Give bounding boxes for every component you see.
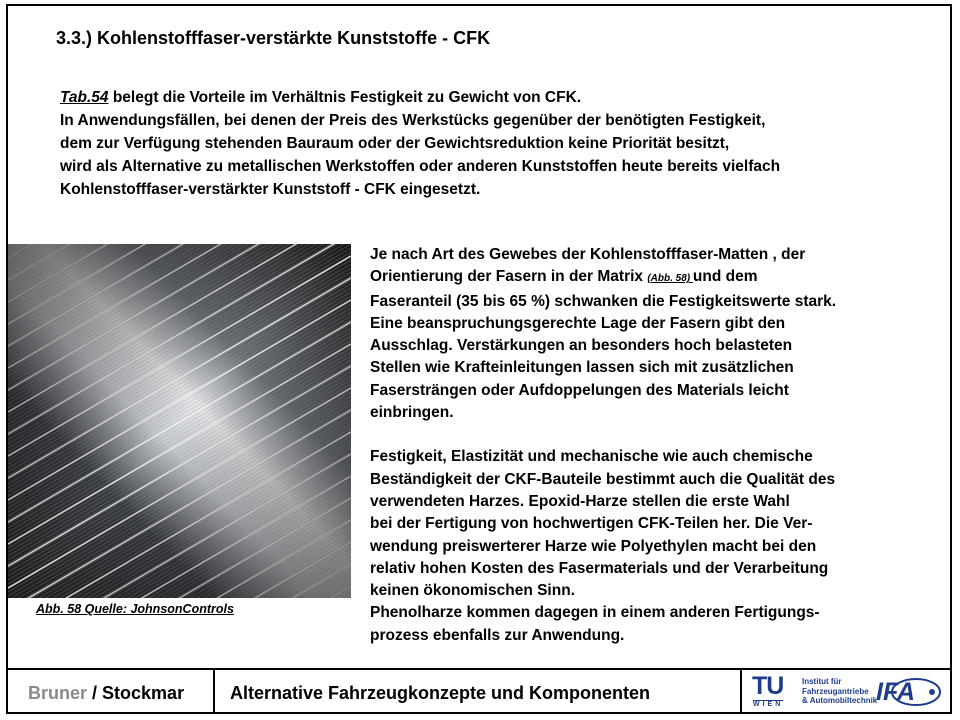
figure-caption: Abb. 58 Quelle: JohnsonControls: [36, 602, 234, 616]
table-reference-link[interactable]: Tab.54: [60, 89, 109, 106]
body-line: Festigkeit, Elastizität und mechanische wie auch chemische: [370, 448, 813, 466]
author-name: Bruner: [28, 683, 88, 703]
ifa-logo: [872, 672, 942, 712]
footer-separator: [740, 668, 742, 714]
ifa-logo-text: IFA: [876, 678, 915, 706]
institute-name: [802, 677, 877, 706]
tu-logo-text: TU: [752, 672, 784, 700]
body-text: [370, 244, 945, 647]
figure-reference-link[interactable]: (Abb. 58): [647, 273, 693, 285]
carbon-fiber-image: [8, 244, 351, 598]
intro-line-text: belegt die Vorteile im Verhältnis Festigkeit zu Gewicht von CFK.: [108, 89, 582, 106]
footer-divider: [6, 668, 952, 670]
institute-line: Fahrzeugantriebe: [802, 686, 869, 696]
paragraph-gap: [370, 424, 945, 446]
body-line: Ausschlag. Verstärkungen an besonders hoch belasteten: [370, 337, 793, 355]
body-line: wendung preiswerterer Harze wie Polyethylen macht bei den: [370, 537, 817, 555]
slide-title: 3.3.) Kohlenstofffaser-verstärkte Kunststoffe - CFK: [56, 28, 491, 48]
body-line: prozess ebenfalls zur Anwendung.: [370, 626, 625, 644]
body-line: relativ hohen Kosten des Fasermaterials und der Verarbeitung: [370, 559, 829, 577]
body-line: einbringen.: [370, 404, 454, 422]
intro-line: Kohlenstofffaser-verstärkter Kunststoff - CFK eingesetzt.: [60, 181, 481, 198]
body-line: Je nach Art des Gewebes der Kohlenstofffaser-Matten , der: [370, 246, 806, 263]
body-line: Phenolharze kommen dagegen in einem anderen Fertigungs-: [370, 604, 820, 622]
intro-line: [60, 86, 940, 109]
body-line: Faseranteil (35 bis 65 %) schwanken die Festigkeitswerte stark.: [370, 292, 837, 310]
intro-line: dem zur Verfügung stehenden Bauraum oder der Gewichtsreduktion keine Priorität besitzt,: [60, 135, 730, 152]
carbon-fiber-photo: [8, 244, 351, 598]
author-separator: /: [87, 683, 103, 703]
institute-line: Institut für: [802, 677, 842, 686]
wien-logo-text: WIEN: [753, 701, 784, 708]
body-line: verwendeten Harzes. Epoxid-Harze stellen die erste Wahl: [370, 492, 790, 510]
body-line: keinen ökonomischen Sinn.: [370, 582, 575, 600]
intro-paragraph: [60, 86, 940, 201]
author-name: Stockmar: [102, 683, 185, 703]
intro-line: In Anwendungsfällen, bei denen der Preis des Werkstücks gegenüber der benötigten Festigkeit,: [60, 112, 766, 129]
institute-line: & Automobiltechnik: [802, 696, 878, 705]
body-line: Beständigkeit der CKF-Bauteile bestimmt auch die Qualität des: [370, 470, 836, 488]
footer-course-title: Alternative Fahrzeugkonzepte und Komponenten: [230, 683, 651, 703]
footer-separator: [213, 668, 215, 714]
body-line-text: und dem: [692, 268, 758, 286]
body-line: [370, 266, 945, 290]
footer-authors: [28, 683, 184, 704]
intro-line: wird als Alternative zu metallischen Werkstoffen oder anderen Kunststoffen heute bereits vielfach: [60, 158, 781, 175]
body-line: Stellen wie Krafteinleitungen lassen sich mit zusätzlichen: [370, 359, 794, 377]
body-line-text: Orientierung der Fasern in der Matrix: [370, 268, 648, 286]
tu-wien-logo: [752, 672, 798, 710]
body-line: bei der Fertigung von hochwertigen CFK-Teilen her. Die Ver-: [370, 515, 813, 533]
body-line: Fasersträngen oder Aufdoppelungen des Materials leicht: [370, 381, 789, 399]
body-line: Eine beanspruchungsgerechte Lage der Fasern gibt den: [370, 314, 786, 332]
